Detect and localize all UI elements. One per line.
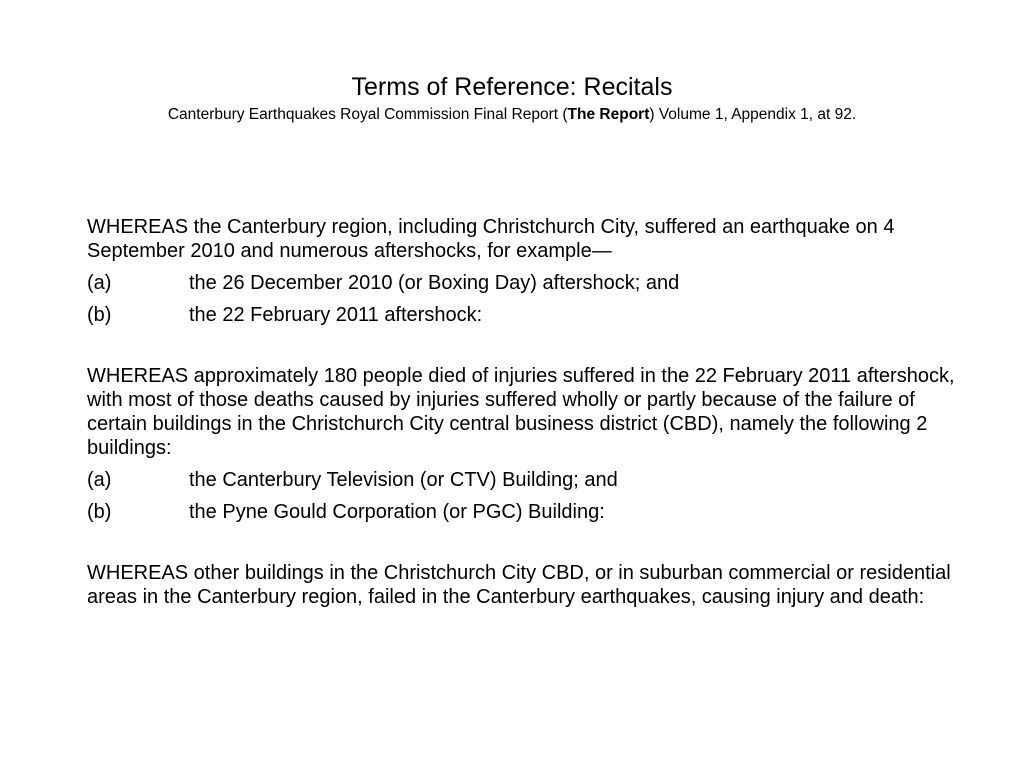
list-marker: (a) (87, 272, 112, 294)
slide-title: Terms of Reference: Recitals (351, 73, 673, 101)
recital-paragraph: WHEREAS approximately 180 people died of injuries suffered in the 22 February 2011 aftershock, with most of those deaths caused by injuries suffered wholly or partly because of the failure of certain buildings in the Christchurch City central business district (CBD), namely the following 2 buildings: (87, 365, 955, 459)
recital-list-item (87, 500, 967, 524)
list-item-text: the 22 February 2011 aftershock: (189, 304, 483, 326)
list-item-text: the Canterbury Television (or CTV) Building; and (189, 469, 618, 491)
recitals-body (87, 215, 967, 609)
list-marker: (a) (87, 469, 112, 491)
paragraph-spacer (87, 327, 967, 364)
title-block (40, 72, 984, 126)
slide-subtitle (40, 104, 984, 126)
subtitle-suffix: ) Volume 1, Appendix 1, at 92. (649, 106, 857, 123)
recital-paragraph: WHEREAS the Canterbury region, including Christchurch City, suffered an earthquake on 4 September 2010 and numerous aftershocks, for example— (87, 216, 895, 262)
recital-list-item (87, 303, 967, 327)
recital-list-item (87, 271, 967, 295)
subtitle-prefix: Canterbury Earthquakes Royal Commission Final Report ( (167, 106, 568, 123)
list-marker: (b) (87, 304, 112, 326)
paragraph-spacer (87, 524, 967, 561)
recital-paragraph: WHEREAS other buildings in the Christchurch City CBD, or in suburban commercial or residential areas in the Canterbury region, failed in the Canterbury earthquakes, causing injury and death: (87, 562, 951, 608)
list-item-text: the Pyne Gould Corporation (or PGC) Building: (189, 501, 605, 523)
subtitle-bold: The Report (567, 106, 650, 123)
list-marker: (b) (87, 501, 112, 523)
recital-list-item (87, 468, 967, 492)
list-item-text: the 26 December 2010 (or Boxing Day) aftershock; and (189, 272, 680, 294)
